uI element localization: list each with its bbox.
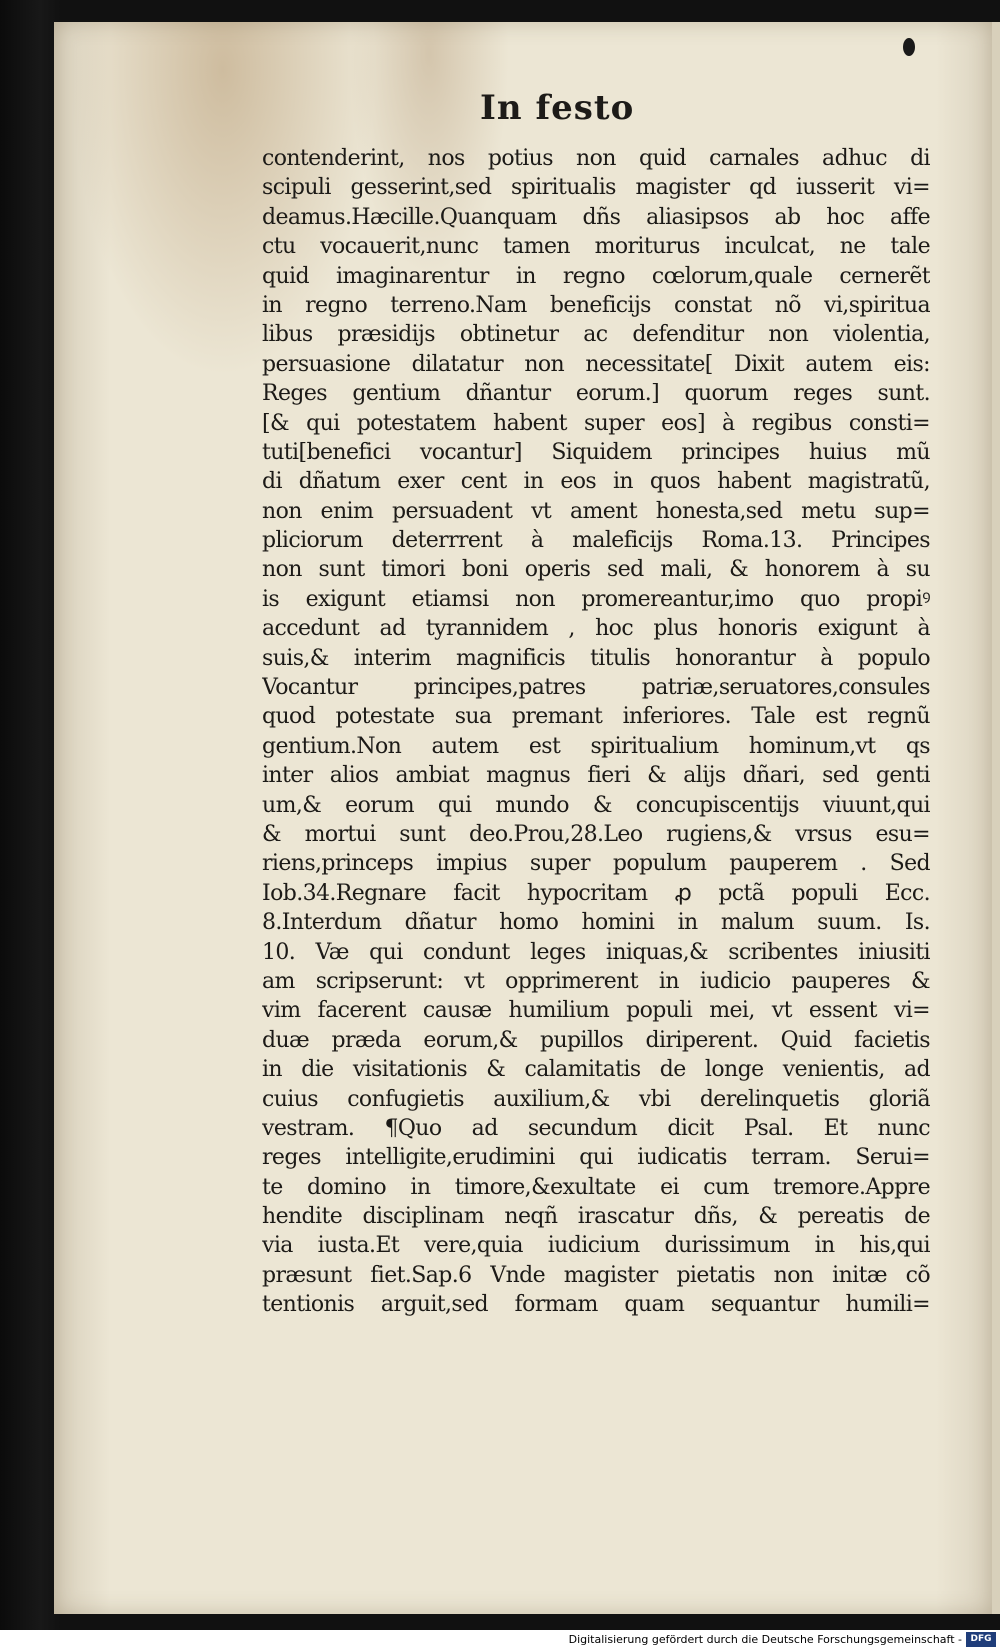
digitization-footer: [0, 1630, 1000, 1651]
text-line: Reges gentium dñantur eorum.] quorum reges sunt.: [262, 381, 930, 407]
text-line: persuasione dilatatur non necessitate[ Dixit autem eis:: [262, 351, 930, 377]
text-line: scipuli gesserint,sed spiritualis magister qd iusserit vi=: [262, 175, 930, 201]
text-line: vim facerent causæ humilium populi mei, vt essent vi=: [262, 998, 930, 1024]
text-line: 8.Interdum dñatur homo homini in malum suum. Is.: [262, 910, 930, 936]
text-line: accedunt ad tyrannidem , hoc plus honoris exigunt à: [262, 616, 930, 642]
text-line: contenderint, nos potius non quid carnales adhuc di: [262, 146, 930, 171]
text-line: tuti[benefici vocantur] Siquidem principes huius mũ: [262, 439, 930, 465]
text-line: pliciorum deterrrent à maleficijs Roma.13. Principes: [262, 528, 930, 554]
text-line: quod potestate sua premant inferiores. Tale est regnũ: [262, 704, 930, 730]
text-line: non sunt timori boni operis sed mali, & honorem à su: [262, 557, 930, 583]
footer-credit: Digitalisierung gefördert durch die Deutsche Forschungsgemeinschaft -: [568, 1633, 962, 1646]
running-head: In festo: [480, 88, 635, 128]
text-line: & mortui sunt deo.Prou,28.Leo rugiens,& vrsus esu=: [262, 821, 930, 847]
text-line: deamus.Hæcille.Quanquam dñs aliasipsos ab hoc affe: [262, 204, 930, 230]
text-line: 10. Væ qui condunt leges iniquas,& scribentes iniusiti: [262, 939, 930, 965]
text-line: [& qui potestatem habent super eos] à regibus consti=: [262, 410, 930, 436]
text-line: ctu vocauerit,nunc tamen moriturus inculcat, ne tale: [262, 234, 930, 260]
text-line: Iob.34.Regnare facit hypocritam ꝓ pctã populi Ecc.: [262, 880, 930, 906]
text-line: tentionis arguit,sed formam quam sequantur humili=: [262, 1292, 930, 1318]
text-line: quid imaginarentur in regno cœlorum,quale cernerẽt: [262, 263, 930, 289]
text-line: riens,princeps impius super populum pauperem . Sed: [262, 851, 930, 877]
text-line: gentium.Non autem est spiritualium hominum,vt qs: [262, 733, 930, 759]
text-line: um,& eorum qui mundo & concupiscentijs viuunt,qui: [262, 792, 930, 818]
text-line: hendite disciplinam neqñ irascatur dñs, & pereatis de: [262, 1204, 930, 1230]
text-line: vestram. ¶Quo ad secundum dicit Psal. Et nunc: [262, 1115, 930, 1141]
text-line: cuius confugietis auxilium,& vbi derelinquetis gloriã: [262, 1086, 930, 1112]
text-line: Vocantur principes,patres patriæ,seruatores,consules: [262, 675, 930, 701]
text-line: di dñatum exer cent in eos in quos habent magistratũ,: [262, 469, 930, 495]
text-line: inter alios ambiat magnus fieri & alijs dñari, sed genti: [262, 763, 930, 789]
ink-spot: [903, 38, 915, 56]
text-line: te domino in timore,&exultate ei cum tremore.Appre: [262, 1174, 930, 1200]
page-edge: [992, 22, 1000, 1614]
text-line: am scripserunt: vt opprimerent in iudicio pauperes &: [262, 968, 930, 994]
text-line: præsunt fiet.Sap.6 Vnde magister pietatis non initæ cõ: [262, 1262, 930, 1288]
text-line: libus præsidijs obtinetur ac defenditur non violentia,: [262, 322, 930, 348]
text-line: reges intelligite,erudimini qui iudicatis terram. Serui=: [262, 1145, 930, 1171]
text-line: non enim persuadent vt ament honesta,sed metu sup=: [262, 498, 930, 524]
text-line: is exigunt etiamsi non promereantur,imo quo propiꝰ: [262, 586, 930, 612]
text-line: suis,& interim magnificis titulis honorantur à populo: [262, 645, 930, 671]
text-line: in die visitationis & calamitatis de longe venientis, ad: [262, 1057, 930, 1083]
text-line: duæ præda eorum,& pupillos diriperent. Quid facietis: [262, 1027, 930, 1053]
body-text: [262, 144, 930, 1320]
text-line: in regno terreno.Nam beneficijs constat nõ vi,spiritua: [262, 292, 930, 318]
dfg-logo: DFG: [966, 1632, 996, 1647]
text-line: via iusta.Et vere,quia iudicium durissimum in his,qui: [262, 1233, 930, 1259]
